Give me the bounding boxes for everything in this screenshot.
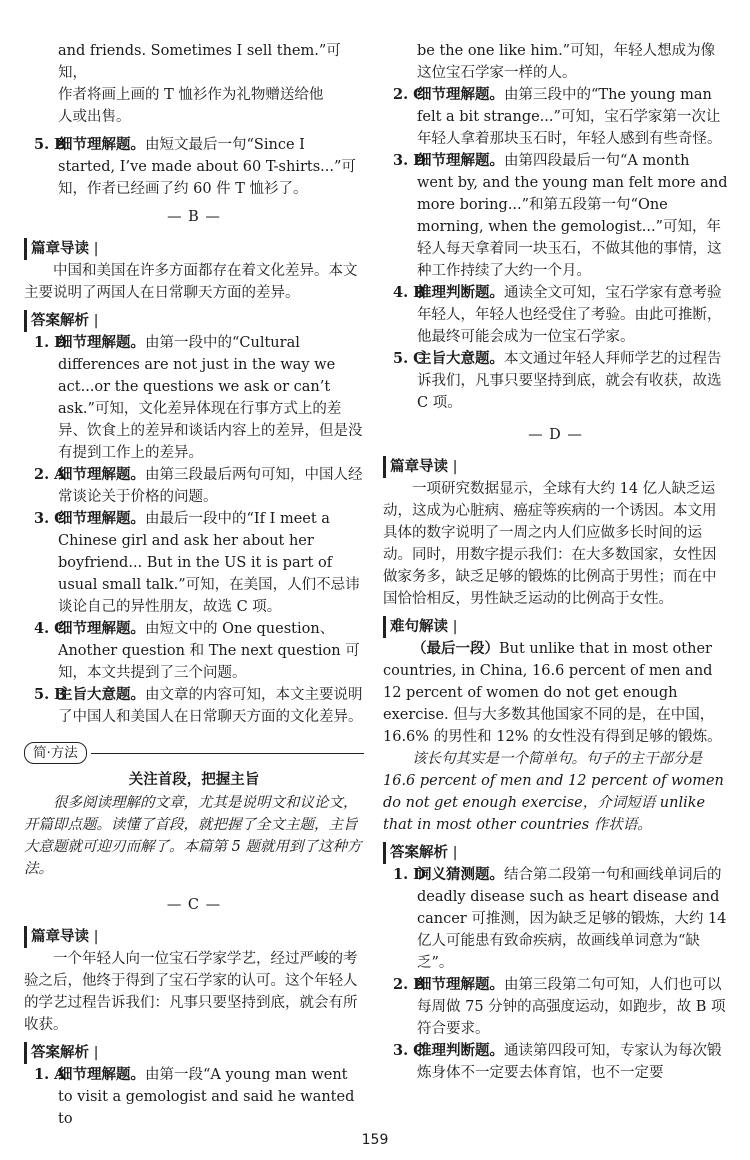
text-line: 人或出售。 [58, 109, 131, 125]
question-type: 细节理解题。 [417, 86, 504, 103]
question-type: 细节理解题。 [58, 334, 145, 351]
question-type: 细节理解题。 [58, 1066, 145, 1083]
section-label-guide: 篇章导读 | [24, 238, 99, 260]
item-number: 3. D [393, 152, 426, 169]
answer-item [383, 864, 728, 974]
answer-item [383, 348, 728, 414]
answer-item [24, 134, 364, 200]
question-type: 推理判断题。 [417, 284, 504, 301]
item-text: 由短文中的 One question、Another question 和 The next question 可知，本文共提到了三个问题。 [58, 621, 360, 681]
hard-sentence-note: 该长句其实是一个简单句。句子的主干部分是 16.6 percent of men and 12 percent of women do not get enough exercise，介词短语 unlike that in most other countries 作状语。 [383, 751, 724, 833]
text-line: 作者将画上画的 T 恤衫作为礼物赠送给他 [58, 87, 324, 103]
item-number: 3. C [34, 510, 66, 527]
method-title: 关注首段，把握主旨 [128, 772, 260, 788]
question-type: 主旨大意题。 [58, 686, 145, 703]
answer-item [24, 1064, 364, 1130]
hard-sentence-text: But unlike that in most other countries, in China, 16.6 percent of men and 12 percent of women do not get enough exercise. 但与大多数其他国家不同的是，在中国，16.6% 的男性和 12% 的女性没有得到足够的锻炼。 [383, 641, 722, 745]
item-number: 1. D [34, 334, 67, 351]
question-type: 细节理解题。 [417, 152, 504, 169]
continued-text [24, 40, 364, 128]
item-text: 知，作者已经画了约 60 件 T 恤衫了。 [58, 181, 308, 197]
guide-text: 一个年轻人向一位宝石学家学艺，经过严峻的考验之后，他终于得到了宝石学家的认可。这个年轻人的学艺过程告诉我们：凡事只要坚持到底，就会有所收获。 [24, 951, 358, 1033]
item-text: 由第一段中的“Cultural differences are not just in the way we act...or the questions we ask or can’t ask.”可知，文化差异体现在行事方式上的差异、饮食上的差异和谈话内容上的差异，但是没有提到工作上的差异。 [58, 335, 363, 461]
answer-item [383, 1040, 728, 1084]
item-number: 4. B [393, 284, 426, 301]
text-line: and friends. Sometimes I sell them.”可知， [58, 43, 341, 81]
guide-text: 一项研究数据显示，全球有大约 14 亿人缺乏运动，这成为心脏病、癌症等疾病的一个诱因。本文用具体的数字说明了一周之内人们应做多长时间的运动。同时，用数字提示我们：在大多数国家，女性因做家务多，缺乏足够的锻炼的比例高于男性；而在中国恰恰相反，男性缺乏运动的比例高于女性。 [383, 481, 717, 607]
item-text: 由文章的内容可知，本文主要说明了中国人和美国人在日常聊天方面的文化差异。 [58, 687, 363, 725]
question-type: 细节理解题。 [58, 136, 145, 153]
answer-item [24, 464, 364, 508]
item-number: 4. C [34, 620, 66, 637]
right-column [383, 40, 728, 1084]
item-number: 5. B [34, 686, 67, 703]
method-header [24, 742, 364, 764]
answer-item [24, 508, 364, 618]
page-number: 159 [361, 1132, 389, 1148]
section-label-answers: 答案解析 | [24, 1042, 99, 1064]
item-text: 由第三段中的“The young man felt a bit strange...”可知，宝石学家第一次让年轻人拿着那块玉石时，年轻人感到有些奇怪。 [417, 87, 722, 147]
item-number: 2. C [393, 86, 425, 103]
question-type: 词义猜测题。 [417, 866, 504, 883]
question-type: 细节理解题。 [58, 620, 145, 637]
method-tag: 简·方法 [24, 742, 87, 764]
hard-sentence-tag: （最后一段） [412, 640, 499, 657]
section-label-answers: 答案解析 | [24, 310, 99, 332]
answer-item [383, 150, 728, 282]
section-label-guide: 篇章导读 | [383, 456, 458, 478]
section-label-answers: 答案解析 | [383, 842, 458, 864]
item-number: 2. B [393, 976, 426, 993]
item-text: started, I’ve made about 60 T-shirts...”可 [58, 159, 356, 175]
continued-text: be the one like him.”可知，年轻人想成为像这位宝石学家一样的人。 [417, 43, 716, 81]
answer-item [24, 618, 364, 684]
answer-item [383, 974, 728, 1040]
method-text: 很多阅读理解的文章，尤其是说明文和议论文，开篇即点题。读懂了首段，就把握了全文主题，主旨大意题就可迎刃而解了。本篇第 5 题就用到了这种方法。 [24, 795, 362, 877]
item-text: 由第三段最后两句可知，中国人经常谈论关于价格的问题。 [58, 467, 363, 505]
item-text: 由第四段最后一句“A month went by, and the young man felt more and more boring...”和第五段第一句“One morning, when the gemologist...”可知，年轻人每天拿着同一块玉石，不做其他的事情，这种工作持续了大约一个月。 [417, 153, 728, 279]
item-text: 由第三段第二句可知，人们也可以每周做 75 分钟的高强度运动，如跑步，故 B 项符合要求。 [417, 977, 726, 1037]
item-number: 3. C [393, 1042, 425, 1059]
item-text: 由最后一段中的“If I meet a Chinese girl and ask her about her boyfriend... But in the US it is part of usual small talk.”可知，在美国，人们不忌讳谈论自己的异性朋友，故选 C 项。 [58, 511, 360, 615]
question-type: 细节理解题。 [58, 466, 145, 483]
answer-item [383, 282, 728, 348]
item-text: 通读全文可知，宝石学家有意考验年轻人，年轻人也经受住了考验。由此可推断，他最终可能会成为一位宝石学家。 [417, 285, 722, 345]
hard-sentence [383, 638, 728, 748]
answer-item [24, 684, 364, 728]
answer-item [24, 332, 364, 464]
question-type: 主旨大意题。 [417, 350, 504, 367]
item-text: 通读第四段可知，专家认为每次锻炼身体不一定要去体育馆，也不一定要 [417, 1043, 722, 1081]
section-divider-c: — C — [166, 897, 222, 913]
question-type: 细节理解题。 [58, 510, 145, 527]
left-column [24, 40, 364, 1130]
question-type: 细节理解题。 [417, 976, 504, 993]
item-text: 结合第二段第一句和画线单词后的 deadly disease such as heart disease and cancer 可推测，因为缺乏足够的锻炼，大约 14 亿人可能患有致命疾病，故画线单词意为“缺乏”。 [417, 867, 727, 971]
section-label-guide: 篇章导读 | [24, 926, 99, 948]
section-divider-b: — B — [167, 209, 221, 225]
item-text: 本文通过年轻人拜师学艺的过程告诉我们，凡事只要坚持到底，就会有收获，故选 C 项。 [417, 351, 722, 411]
section-label-hard-sentence: 难句解读 | [383, 616, 458, 638]
item-number: 5. C [393, 350, 425, 367]
guide-text: 中国和美国在许多方面都存在着文化差异。本文主要说明了两国人在日常聊天方面的差异。 [24, 263, 358, 301]
method-rule [91, 753, 364, 754]
answer-item [383, 84, 728, 150]
question-type: 推理判断题。 [417, 1042, 504, 1059]
item-number: 1. D [393, 866, 426, 883]
item-number: 1. A [34, 1066, 66, 1083]
item-text: 由短文最后一句“Since I [145, 137, 305, 153]
section-divider-d: — D — [528, 427, 583, 443]
item-number: 5. B [34, 136, 67, 153]
item-text: 由第一段“A young man went to visit a gemologist and said he wanted to [58, 1067, 355, 1127]
item-number: 2. A [34, 466, 66, 483]
